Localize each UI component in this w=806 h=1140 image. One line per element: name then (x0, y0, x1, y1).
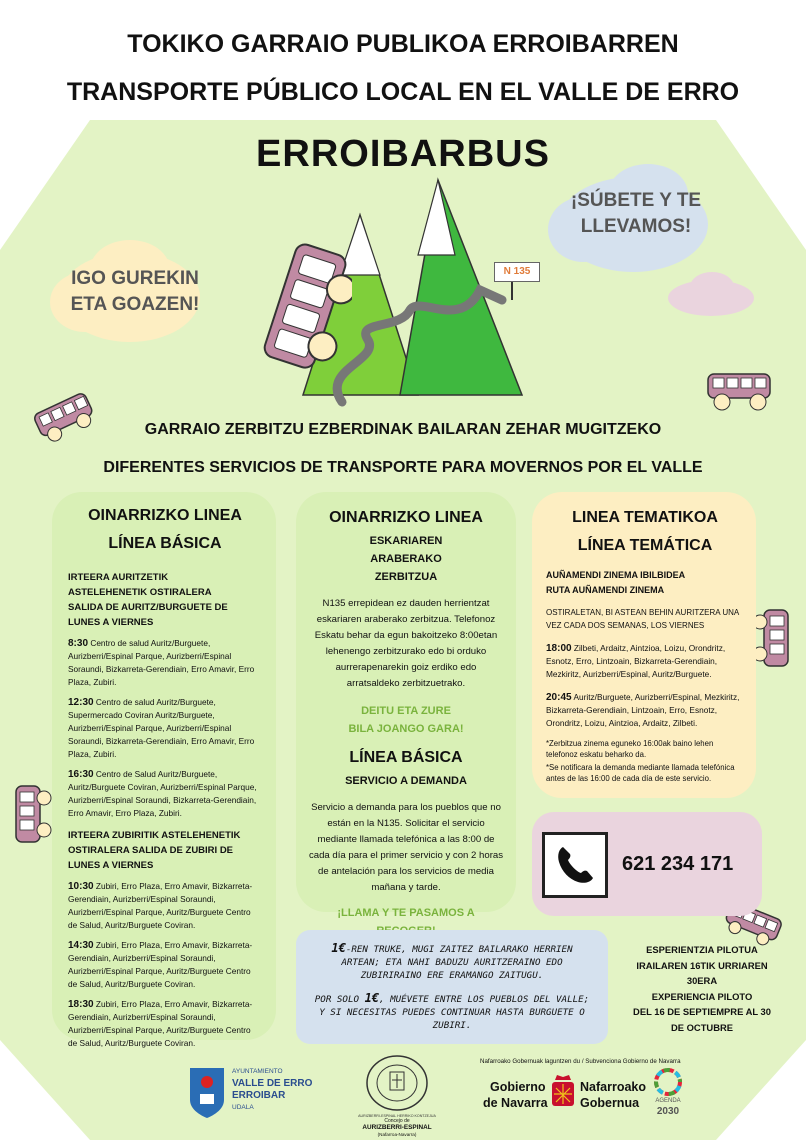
brand-title: ERROIBARBUS (256, 133, 550, 175)
card-demand-title-eu: OINARRIZKO LINEA (329, 509, 483, 526)
subsidy-text: Nafarroako Gobernuak laguntzen du / Subvenciona Gobierno de Navarra (480, 1058, 681, 1065)
erro-shield-icon (188, 1066, 226, 1120)
card-theme-section: AUÑAMENDI ZINEMA IBILBIDEA RUTA AUÑAMENDI ZINEMA (546, 570, 685, 595)
pilot-line6: DE OCTUBRE (671, 1021, 733, 1033)
cloud-right (548, 162, 718, 277)
bus-icon-right (704, 370, 774, 414)
erro-line2: VALLE DE ERRO (232, 1078, 313, 1089)
cloud-left-text: IGO GUREKIN ETA GOAZEN! (70, 268, 200, 315)
pilot-line3: 30ERA (686, 975, 718, 986)
card-demand-body-es: Servicio a demanda para los pueblos que no están en la N135. Solicitar el servicio mediante llamada telefónica a las 8:00 de cada día para el primer servicio y con 2 horas de antelación para los servicios de media mañana y tarde. (308, 802, 504, 893)
schedule-entry: 16:30 Centro de Salud Auritz/Burguete, Auritz/Burguete Coviran, Aurizberri/Espinal Parque, Aurizberri/Espinal Soraundi, Bizkarreta-Gerendiain, Erro Amavir, Erro Plaza, Zubiri. (68, 769, 257, 818)
gov-es-line1: Gobierno (490, 1080, 546, 1094)
gov-eu-line1: Nafarroako (580, 1080, 646, 1094)
phone-icon (542, 832, 608, 898)
agenda-wheel-icon (654, 1068, 682, 1096)
road-sign-text: N 135 (503, 266, 531, 277)
card-basic-entries1 (68, 637, 262, 820)
espinal-seal-icon (364, 1054, 430, 1112)
agenda-line1: AGENDA (655, 1098, 681, 1104)
pilot-line4: EXPERIENCIA PILOTO (651, 990, 753, 1002)
card-theme-title-eu: LINEA TEMATIKOA (572, 509, 718, 526)
pilot-info (612, 942, 792, 1035)
card-basic-section2: IRTEERA ZUBIRITIK ASTELEHENETIK OSTIRALERA SALIDA DE ZUBIRI DE LUNES A VIERNES (68, 830, 241, 871)
phone-number[interactable]: 621 234 171 (622, 853, 734, 875)
bus-icon-large (262, 238, 352, 388)
schedule-entry: 20:45 Auritz/Burguete, Aurizberri/Espinal, Mezkiritz, Bizkarreta-Gerendiain, Lintzoain, Erro, Esnotz, Orondritz, Loizu, Aintzioa, Ardaitz, Zilbeti. (546, 692, 740, 728)
card-basic-title-eu: OINARRIZKO LINEA (88, 507, 242, 524)
price-text-eu: 1€-REN TRUKE, MUGI ZAITEZ BAILARAKO HERRIEN ARTEAN; ETA NAHI BADUZU AURITZERAINO EDO ZUBIRIRAINO ERE ERAMANGO ZAITUGU. (331, 941, 573, 981)
subtitle-basque: GARRAIO ZERBITZU EZBERDINAK BAILARAN ZEHAR MUGITZEKO (144, 421, 662, 438)
subtitle-spanish: DIFERENTES SERVICIOS DE TRANSPORTE PARA MOVERNOS POR EL VALLE (103, 459, 703, 476)
espinal-line2: AURIZBERRI-ESPINAL (362, 1124, 432, 1131)
card-basic-section1: IRTEERA AURITZETIK ASTELEHENETIK OSTIRALERA SALIDA DE AURITZ/BURGUETE DE LUNES A VIERNES (68, 572, 228, 628)
card-basic-line (52, 492, 276, 1048)
pilot-line2: IRAILAREN 16TIK URRIAREN (636, 959, 768, 971)
card-demand-body-eu: N135 errepidean ez dauden herrientzat eskariaren araberako zerbitzua. Telefonoz Eskatu behar da egun bakoitzeko 8:00etan lehenengo zerbitzurako edo bi orduko aurrerapenarekin goiz erdiko edo arratsaldeko zerbitzuetrako. (314, 598, 498, 689)
erro-line4: UDALA (232, 1104, 254, 1111)
schedule-entry: 12:30 Centro de salud Auritz/Burguete, Supermercado Coviran Auritz/Burguete, Aurizberri/Espinal Parque, Aurizberri/Espinal Soraundi, Bizkarreta-Gerendiain, Erro Amavir, Erro Plaza, Zubiri. (68, 697, 255, 759)
logo-agenda-2030 (648, 1066, 688, 1120)
logo-valle-de-erro (188, 1064, 318, 1124)
cloud-small-pink (668, 272, 754, 316)
price-text-es: POR SOLO 1€, MUÉVETE ENTRE LOS PUEBLOS DEL VALLE; Y SI NECESITAS PUEDES CONTINUAR HASTA BURGUETE O ZUBIRI. (314, 991, 590, 1031)
card-demand-call-es: ¡LLAMA Y TE PASAMOS A (337, 907, 475, 919)
logo-aurizberri-espinal (352, 1054, 442, 1138)
navarra-coat-icon (550, 1074, 576, 1114)
card-theme-note-eu: *Zerbitzua zinema eguneko 16:00ak baino lehen telefonoz eskatu beharko da. (546, 739, 714, 759)
espinal-line1: Concejo de (384, 1118, 410, 1124)
cloud-left (50, 232, 210, 342)
card-demand-subtitle-eu: ESKARIAREN ARABERAKO ZERBITZUA (369, 535, 443, 583)
card-theme-note-es: *Se notificara la demanda mediante llamada telefónica antes de las 16:00 de cada día de este servicio. (546, 763, 735, 783)
title-basque: TOKIKO GARRAIO PUBLIKOA ERROIBARREN (127, 30, 679, 58)
schedule-entry: 10:30 Zubiri, Erro Plaza, Erro Amavir, Bizkarreta-Gerendiain, Aurizberri/Espinal Soraundi, Aurizberri/Espinal Parque, Auritz/Burguete Centro de Salud, Auritz/Burguete Coviran. (68, 881, 253, 930)
card-theme-title-es: LÍNEA TEMÁTICA (577, 537, 713, 554)
erro-line1: AYUNTAMIENTO (232, 1068, 283, 1075)
schedule-entry: 8:30 Centro de salud Auritz/Burguete, Aurizberri/Espinal Parque, Aurizberri/Espinal Soraundi, Bizkarreta-Gerendiain, Erro Amavir, Erro Plaza, Zubiri. (68, 638, 255, 687)
card-demand-service (296, 492, 516, 919)
card-demand-subtitle-es: SERVICIO A DEMANDA (345, 775, 467, 787)
agenda-line2: 2030 (656, 1106, 680, 1117)
pilot-line1: ESPERIENTZIA PILOTUA (646, 944, 758, 955)
espinal-line3: (Nafarroa-Navarra) (377, 1132, 417, 1137)
gov-eu-line2: Gobernua (580, 1096, 640, 1110)
road-sign (494, 262, 540, 282)
cloud-right-text: ¡SÚBETE Y TE LLEVAMOS! (570, 190, 702, 237)
pilot-line5: DEL 16 DE SEPTIEMPRE AL 30 (633, 1006, 771, 1017)
price-box (296, 930, 608, 1044)
card-basic-entries2 (68, 880, 262, 1050)
logo-gobierno-navarra (480, 1070, 646, 1114)
gov-es-line2: de Navarra (483, 1096, 548, 1110)
erro-line3: ERROIBAR (232, 1090, 286, 1101)
card-theme-frequency: OSTIRALETAN, BI ASTEAN BEHIN AURITZERA UNA VEZ CADA DOS SEMANAS, LOS VIERNES (546, 608, 739, 630)
card-thematic-line (532, 492, 756, 798)
card-demand-title-es: LÍNEA BÁSICA (349, 749, 463, 766)
schedule-entry: 18:00 Zilbeti, Ardaitz, Aintzioa, Loizu, Orondritz, Esnotz, Erro, Lintzoain, Bizkarreta-Gerendiain, Mezkiritz, Aurizberri/Espinal, Auritz/Burguete. (546, 643, 726, 679)
bus-icon-side-right (752, 606, 792, 672)
schedule-entry: 18:30 Zubiri, Erro Plaza, Erro Amavir, Bizkarreta-Gerendiain, Aurizberri/Espinal Soraundi, Aurizberri/Espinal Parque, Auritz/Burguete Centro de Salud, Auritz/Burguete Coviran. (68, 999, 253, 1048)
card-basic-title-es: LÍNEA BÁSICA (108, 535, 222, 552)
card-demand-call-eu: DEITU ETA ZURE BILA JOANGO GARA! (348, 705, 464, 735)
schedule-entry: 14:30 Zubiri, Erro Plaza, Erro Amavir, Bizkarreta-Gerendiain, Aurizberri/Espinal Soraundi, Aurizberri/Espinal Parque, Auritz/Burguete Centro de Salud, Auritz/Burguete Coviran. (68, 940, 253, 989)
espinal-ring-text: AURIZBERRI-ESPINAL HERRIKO KONTZEJUA (358, 1114, 436, 1118)
phone-box (532, 812, 762, 916)
bus-icon-side-left (10, 782, 56, 848)
title-spanish: TRANSPORTE PÚBLICO LOCAL EN EL VALLE DE ERRO (66, 78, 740, 106)
